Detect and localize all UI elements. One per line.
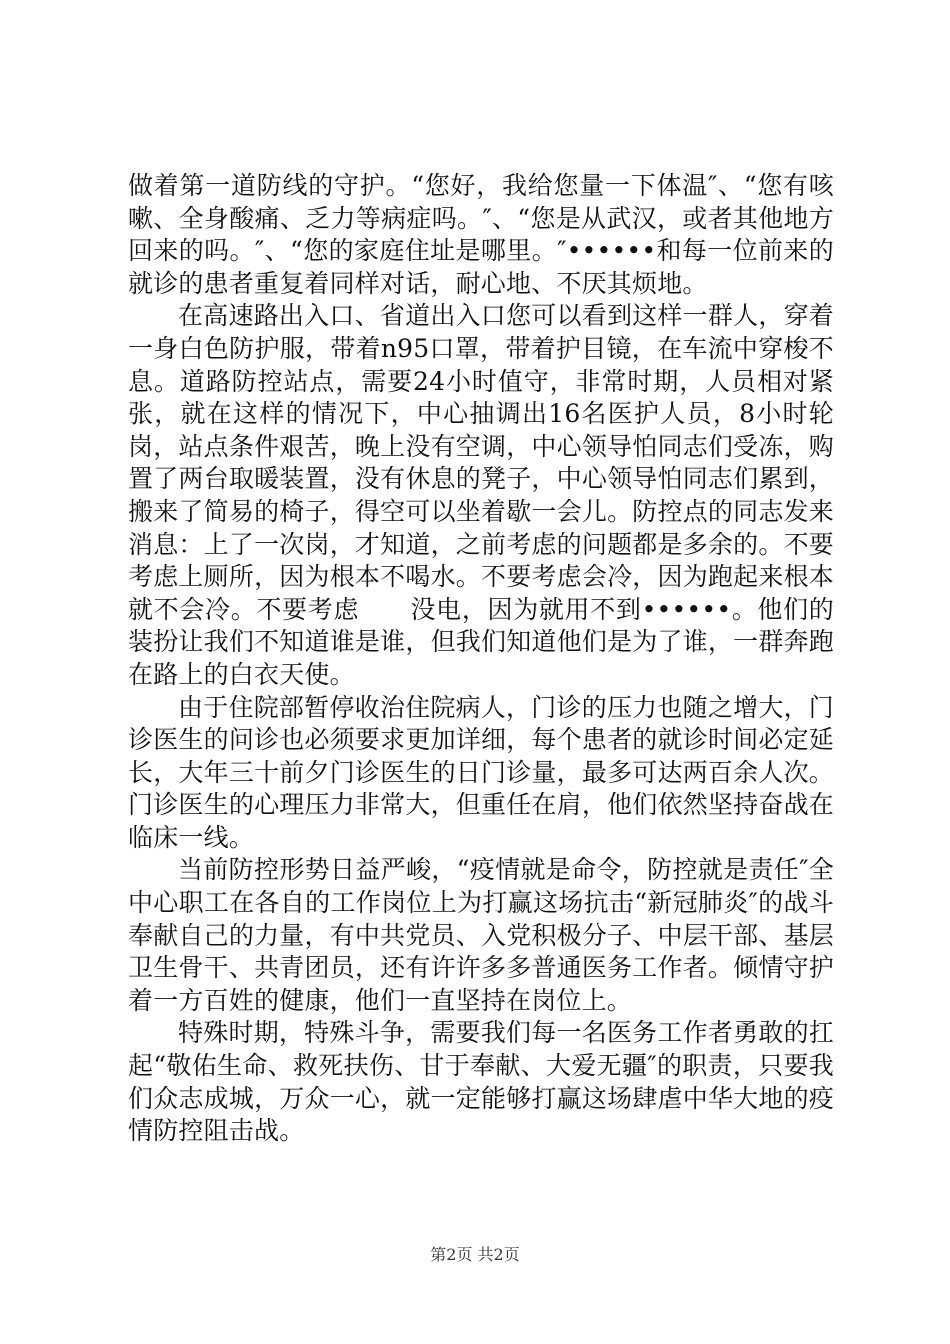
paragraph-outpatient: 由于住院部暂停收治住院病人，门诊的压力也随之增大，门诊医生的问诊也必须要求更加详细，每个患者的就诊时间必定延长，大年三十前夕门诊医生的日门诊量，最多可达两百余人次。门诊医生的心理压力非常大，但重任在肩，他们依然坚持奋战在临床一线。 <box>128 692 834 852</box>
paragraph-highway-checkpoint: 在高速路出入口、省道出入口您可以看到这样一群人，穿着一身白色防护服，带着n95口罩，带着护目镜，在车流中穿梭不息。道路防控站点，需要24小时值守，非常时期，人员相对紧张，就在这样的情况下，中心抽调出16名医护人员，8小时轮岗，站点条件艰苦，晚上没有空调，中心领导怕同志们受冻，购置了两台取暖装置，没有休息的凳子，中心领导怕同志们累到，搬来了简易的椅子，得空可以坐着歇一会儿。防控点的同志发来消息：上了一次岗，才知道，之前考虑的问题都是多余的。不要考虑上厕所，因为根本不喝水。不要考虑会冷，因为跑起来根本就不会冷。不要考虑 没电，因为就用不到••••••。他们的装扮让我们不知道谁是谁，但我们知道他们是为了谁，一群奔跑在路上的白衣天使。 <box>128 301 834 689</box>
paragraph-prevention-situation: 当前防控形势日益严峻，“疫情就是命令，防控就是责任″全中心职工在各自的工作岗位上为打赢这场抗击“新冠肺炎″的战斗奉献自己的力量，有中共党员、入党积极分子、中层干部、基层卫生骨干、共青团员，还有许许多多普通医务工作者。倾情守护着一方百姓的健康，他们一直坚持在岗位上。 <box>128 855 834 1015</box>
paragraph-continuation: 做着第一道防线的守护。“您好，我给您量一下体温″、“您有咳嗽、全身酸痛、乏力等病症吗。″、“您是从武汉，或者其他地方回来的吗。″、“您的家庭住址是哪里。″••••••和每一位前来的就诊的患者重复着同样对话，耐心地、不厌其烦地。 <box>128 171 834 298</box>
paragraph-conclusion: 特殊时期，特殊斗争，需要我们每一名医务工作者勇敢的扛起“敬佑生命、救死扶伤、甘于奉献、大爱无疆″的职责，只要我们众志成城，万众一心，就一定能够打赢这场肆虐中华大地的疫情防控阻击战。 <box>128 1018 834 1146</box>
document-body <box>128 170 834 1148</box>
page-footer: 第2页 共2页 <box>430 1245 520 1264</box>
